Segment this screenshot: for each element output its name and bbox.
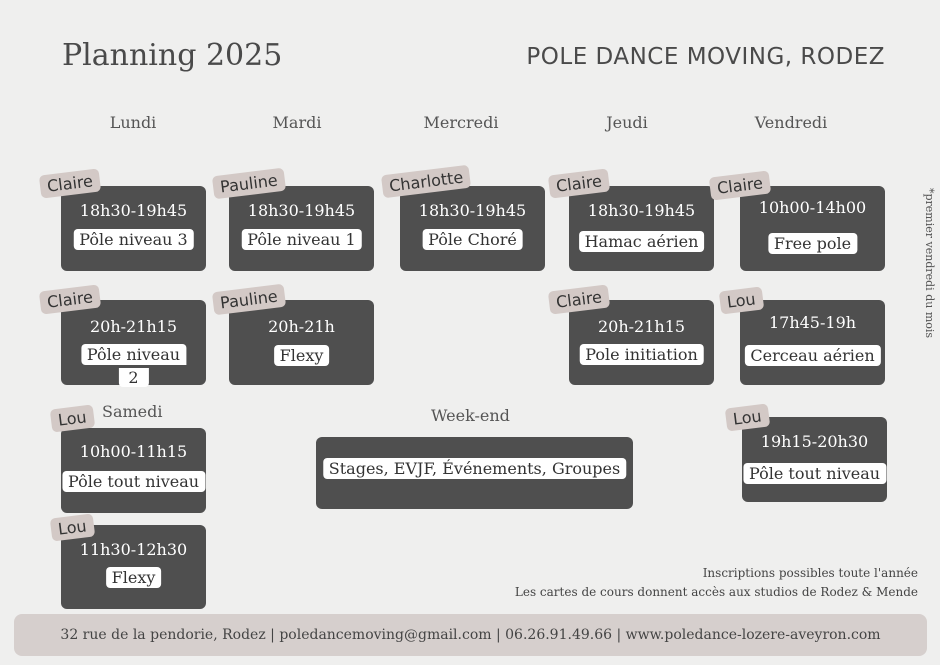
class-label: Flexy (106, 567, 162, 588)
teacher-tag: Claire (548, 284, 610, 314)
class-time: 10h00-14h00 (758, 198, 867, 217)
teacher-tag: Claire (39, 284, 101, 314)
day-jeudi: Jeudi (606, 113, 648, 132)
class-label: Pôle tout niveau (743, 463, 886, 484)
class-time: 11h30-12h30 (79, 540, 188, 559)
class-block (400, 186, 545, 271)
class-time: 18h30-19h45 (79, 201, 188, 220)
teacher-tag: Charlotte (381, 165, 471, 199)
class-block (740, 300, 885, 385)
weekend-block (316, 437, 633, 509)
teacher-tag: Lou (50, 404, 95, 432)
day-mardi: Mardi (272, 113, 322, 132)
class-block (569, 300, 714, 385)
class-label: Hamac aérien (579, 231, 705, 252)
class-label: Pôle niveau (81, 344, 186, 365)
teacher-tag: Lou (725, 403, 770, 431)
day-lundi: Lundi (109, 113, 157, 132)
teacher-tag: Claire (39, 168, 101, 198)
class-block (61, 428, 206, 513)
class-block (229, 300, 374, 385)
teacher-tag: Claire (548, 168, 610, 198)
teacher-tag: Pauline (212, 284, 286, 316)
weekend-label: Stages, EVJF, Événements, Groupes (323, 458, 626, 479)
class-label: Pôle niveau 3 (73, 229, 193, 250)
teacher-tag: Pauline (212, 168, 286, 200)
teacher-tag: Lou (719, 286, 764, 314)
class-time: 20h-21h (268, 317, 335, 336)
class-label: Cerceau aérien (744, 345, 880, 366)
footer-contact (14, 614, 927, 656)
weekend-title: Week-end (431, 406, 510, 425)
info-line-2: Les cartes de cours donnent accès aux studios de Rodez & Mende (514, 585, 918, 599)
day-vendredi: Vendredi (754, 113, 828, 132)
day-mercredi: Mercredi (423, 113, 499, 132)
class-label: Pôle niveau 1 (241, 229, 361, 250)
class-time: 18h30-19h45 (587, 201, 696, 220)
class-label: Pole initiation (579, 344, 704, 365)
teacher-tag: Claire (709, 170, 771, 200)
footer-text: 32 rue de la pendorie, Rodez | poledancemoving@gmail.com | 06.26.91.49.66 | www.poledance-lozere-aveyron.com (60, 627, 881, 643)
page-title: Planning 2025 (62, 38, 283, 73)
class-label: Flexy (274, 345, 330, 366)
day-samedi: Samedi (102, 402, 163, 421)
class-time: 19h15-20h30 (760, 432, 869, 451)
class-time: 18h30-19h45 (418, 201, 527, 220)
class-time: 20h-21h15 (597, 317, 686, 336)
info-line-1: Inscriptions possibles toute l'année (702, 566, 918, 580)
teacher-tag: Lou (50, 513, 95, 541)
class-time: 10h00-11h15 (79, 442, 188, 461)
class-label-line2: 2 (118, 368, 148, 387)
class-block (61, 300, 206, 385)
class-time: 17h45-19h (768, 313, 857, 332)
class-block (61, 186, 206, 271)
class-time: 20h-21h15 (89, 317, 178, 336)
class-block (569, 186, 714, 271)
class-block (740, 186, 885, 271)
class-label: Pôle tout niveau (62, 471, 205, 492)
side-note: *premier vendredi du mois (923, 188, 936, 339)
class-label: Free pole (768, 233, 857, 254)
class-label: Pôle Choré (422, 229, 523, 250)
studio-name: POLE DANCE MOVING, RODEZ (526, 44, 885, 70)
class-block (742, 417, 887, 502)
class-block (229, 186, 374, 271)
class-time: 18h30-19h45 (247, 201, 356, 220)
